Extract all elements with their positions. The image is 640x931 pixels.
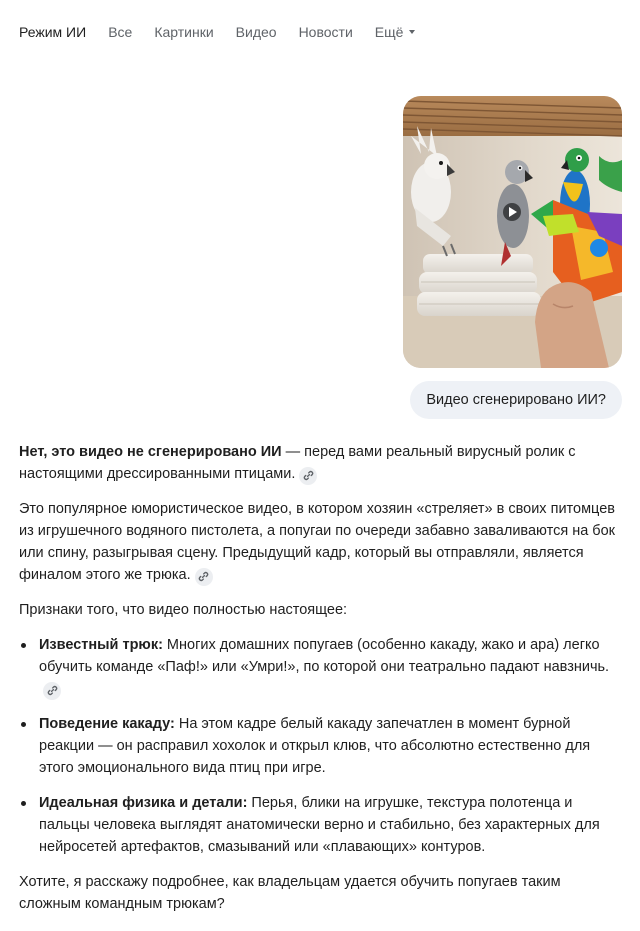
tab-ai-mode[interactable]: Режим ИИ	[19, 24, 87, 40]
bullet-dot	[21, 643, 26, 648]
answer-closing-question: Хотите, я расскажу подробнее, как владельцам удается обучить попугаев таким сложным командным трюкам?	[19, 874, 561, 912]
link-icon[interactable]	[299, 467, 317, 485]
answer-intro-bold: Нет, это видео не сгенерировано ИИ	[19, 444, 282, 460]
link-icon[interactable]	[43, 682, 61, 700]
answer-paragraph-2	[19, 498, 619, 586]
attached-video-thumbnail[interactable]	[403, 96, 622, 368]
list-item	[19, 792, 619, 858]
window-blinds	[403, 96, 622, 136]
bullet-text: Многих домашних попугаев (особенно какаду, жако и ара) легко обучить команде «Паф!» или «Умри!», по которой они театрально падают навзничь.	[39, 637, 610, 675]
answer-bullet-list	[19, 634, 619, 858]
bullet-dot	[21, 722, 26, 727]
chevron-down-icon	[409, 30, 415, 34]
bullet-title: Идеальная физика и детали:	[39, 795, 248, 811]
user-message-bubble	[410, 381, 622, 419]
play-icon[interactable]	[503, 203, 521, 221]
ai-answer	[19, 441, 619, 928]
list-item	[19, 634, 619, 700]
tab-more-label: Ещё	[374, 24, 404, 40]
link-icon[interactable]	[195, 568, 213, 586]
tab-videos[interactable]: Видео	[235, 24, 277, 40]
bullet-text: На этом кадре белый какаду запечатлен в момент бурной реакции — он расправил хохолок и открыл клюв, что абсолютно естественно для этого эмоционального вида птиц при игре.	[39, 716, 591, 776]
answer-intro-text: — перед вами реальный вирусный ролик с настоящими дрессированными птицами.	[19, 444, 576, 482]
tab-more[interactable]	[375, 24, 416, 40]
tab-all[interactable]: Все	[108, 24, 133, 40]
bullet-title: Поведение какаду:	[39, 716, 175, 732]
folded-towel	[417, 254, 541, 316]
bullet-title: Известный трюк:	[39, 637, 163, 653]
user-message-text: Видео сгенерировано ИИ?	[426, 392, 606, 408]
answer-intro	[19, 441, 619, 485]
video-frame-image	[403, 96, 622, 368]
tab-news[interactable]: Новости	[298, 24, 353, 40]
tab-images[interactable]: Картинки	[154, 24, 214, 40]
answer-paragraph-2-text: Это популярное юмористическое видео, в котором хозяин «стреляет» в своих питомцев из игрушечного водяного пистолета, а попугаи по очереди забавно заваливаются на бок или спину, разыгрывая сцену. Предыдущий кадр, который вы отправляли, является финалом этого же трюка.	[19, 501, 616, 583]
answer-paragraph-3: Признаки того, что видео полностью настоящее:	[19, 602, 348, 618]
list-item	[19, 713, 619, 779]
bullet-text: Перья, блики на игрушке, текстура полотенца и пальцы человека выглядят анатомически верно и стабильно, без характерных для нейросетей артефактов, смазываний или «плавающих» контуров.	[39, 795, 600, 855]
bullet-dot	[21, 801, 26, 806]
search-tabs	[19, 24, 437, 40]
